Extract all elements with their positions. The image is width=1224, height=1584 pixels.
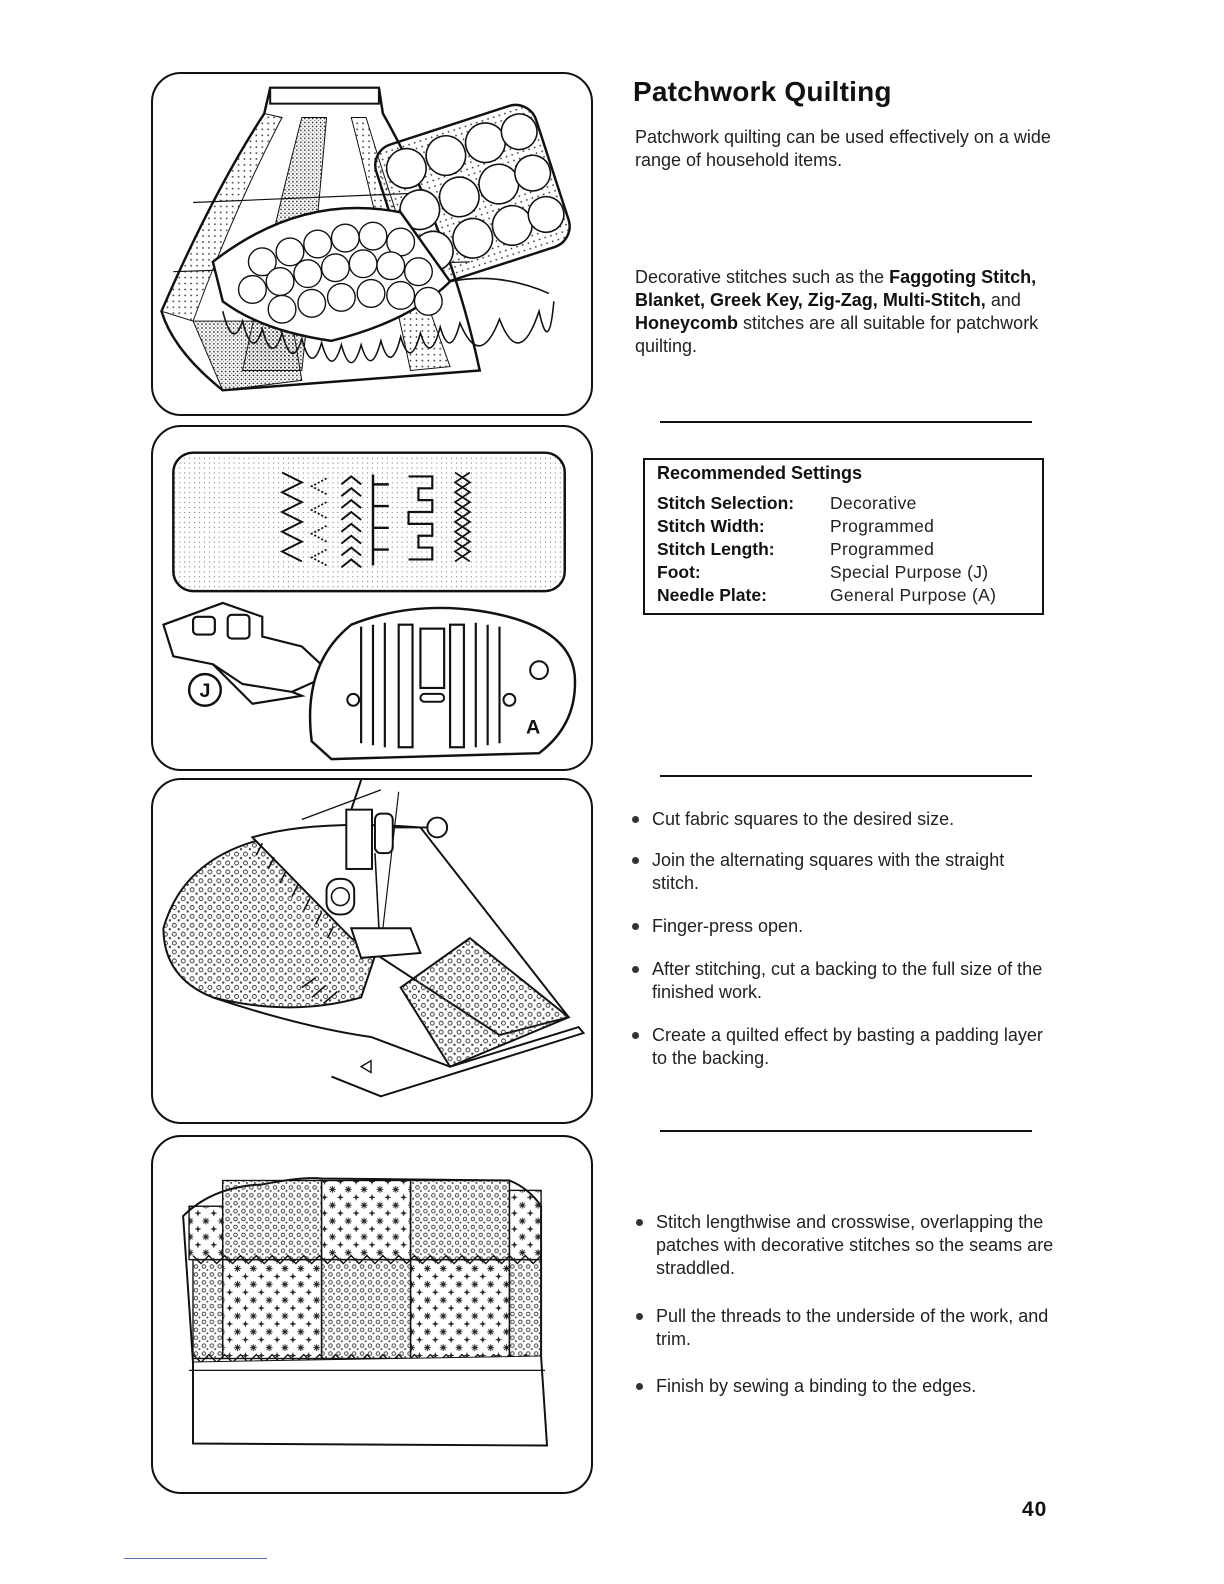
divider <box>660 1130 1032 1132</box>
deco-and: and <box>990 290 1021 310</box>
list-item: Finish by sewing a binding to the edges. <box>636 1375 1056 1398</box>
list-item: Cut fabric squares to the desired size. <box>632 808 1052 831</box>
settings-value: General Purpose (A) <box>830 585 997 605</box>
stitch-multi: Multi-Stitch, <box>882 290 986 310</box>
recommended-settings-box <box>643 458 1044 615</box>
foot-label: J <box>199 679 211 702</box>
settings-label: Foot: <box>657 562 701 582</box>
finished-patchwork-illustration <box>151 1135 593 1494</box>
steps-list-joining <box>632 808 1052 1070</box>
list-item: Stitch lengthwise and crosswise, overlapping the patches with decorative stitches so the seams are straddled. <box>636 1211 1056 1280</box>
stitch-foot-plate-illustration <box>151 425 593 771</box>
stitch-greek-key: Greek Key, <box>710 290 803 310</box>
footer-line <box>124 1558 267 1559</box>
settings-value: Special Purpose (J) <box>830 562 989 582</box>
settings-row <box>657 584 1030 607</box>
bullet-icon <box>636 1219 643 1226</box>
bullet-icon <box>632 923 639 930</box>
steps-list-finishing <box>636 1211 1056 1398</box>
bullet-icon <box>632 816 639 823</box>
settings-value: Decorative <box>830 493 917 513</box>
joining-squares-drawing <box>153 780 591 1122</box>
settings-label: Stitch Selection: <box>657 493 795 513</box>
stitch-samples-drawing <box>153 427 591 769</box>
settings-value: Programmed <box>830 539 935 559</box>
settings-row <box>657 561 1030 584</box>
sewing-machine-illustration <box>151 778 593 1124</box>
plate-label: A <box>525 716 541 739</box>
list-item: Join the alternating squares with the straight stitch. <box>632 849 1052 895</box>
settings-heading: Recommended Settings <box>657 463 863 483</box>
bullet-icon <box>632 966 639 973</box>
deco-suffix: stitches are all suitable for patchwork quilting. <box>635 313 1039 356</box>
stitch-zigzag: Zig-Zag, <box>807 290 878 310</box>
bullet-icon <box>632 1032 639 1039</box>
settings-value: Programmed <box>830 516 935 536</box>
skirt-cushion-drawing <box>153 74 591 414</box>
settings-label: Stitch Length: <box>657 539 775 559</box>
settings-label: Needle Plate: <box>657 585 767 605</box>
deco-prefix: Decorative stitches such as the <box>635 267 890 287</box>
decorative-stitches-paragraph <box>635 266 1055 358</box>
stitch-honeycomb: Honeycomb <box>635 313 739 333</box>
stitch-faggoting: Faggoting Stitch, <box>889 267 1037 287</box>
list-item: Pull the threads to the underside of the work, and trim. <box>636 1305 1056 1351</box>
finished-quilt-drawing <box>153 1137 591 1492</box>
settings-row <box>657 515 1030 538</box>
settings-row <box>657 538 1030 561</box>
bullet-icon <box>632 857 639 864</box>
list-item: Finger-press open. <box>632 915 1052 938</box>
settings-row <box>657 492 1030 515</box>
settings-label: Stitch Width: <box>657 516 765 536</box>
intro-paragraph: Patchwork quilting can be used effectively on a wide range of household items. <box>635 127 1051 170</box>
page-number: 40 <box>1022 1498 1048 1521</box>
quilted-items-illustration <box>151 72 593 416</box>
stitch-blanket: Blanket, <box>635 290 706 310</box>
list-item: Create a quilted effect by basting a padding layer to the backing. <box>632 1024 1052 1070</box>
page-title: Patchwork Quilting <box>633 76 892 107</box>
bullet-icon <box>636 1383 643 1390</box>
divider <box>660 421 1032 423</box>
list-item: After stitching, cut a backing to the full size of the finished work. <box>632 958 1052 1004</box>
bullet-icon <box>636 1313 643 1320</box>
divider <box>660 775 1032 777</box>
